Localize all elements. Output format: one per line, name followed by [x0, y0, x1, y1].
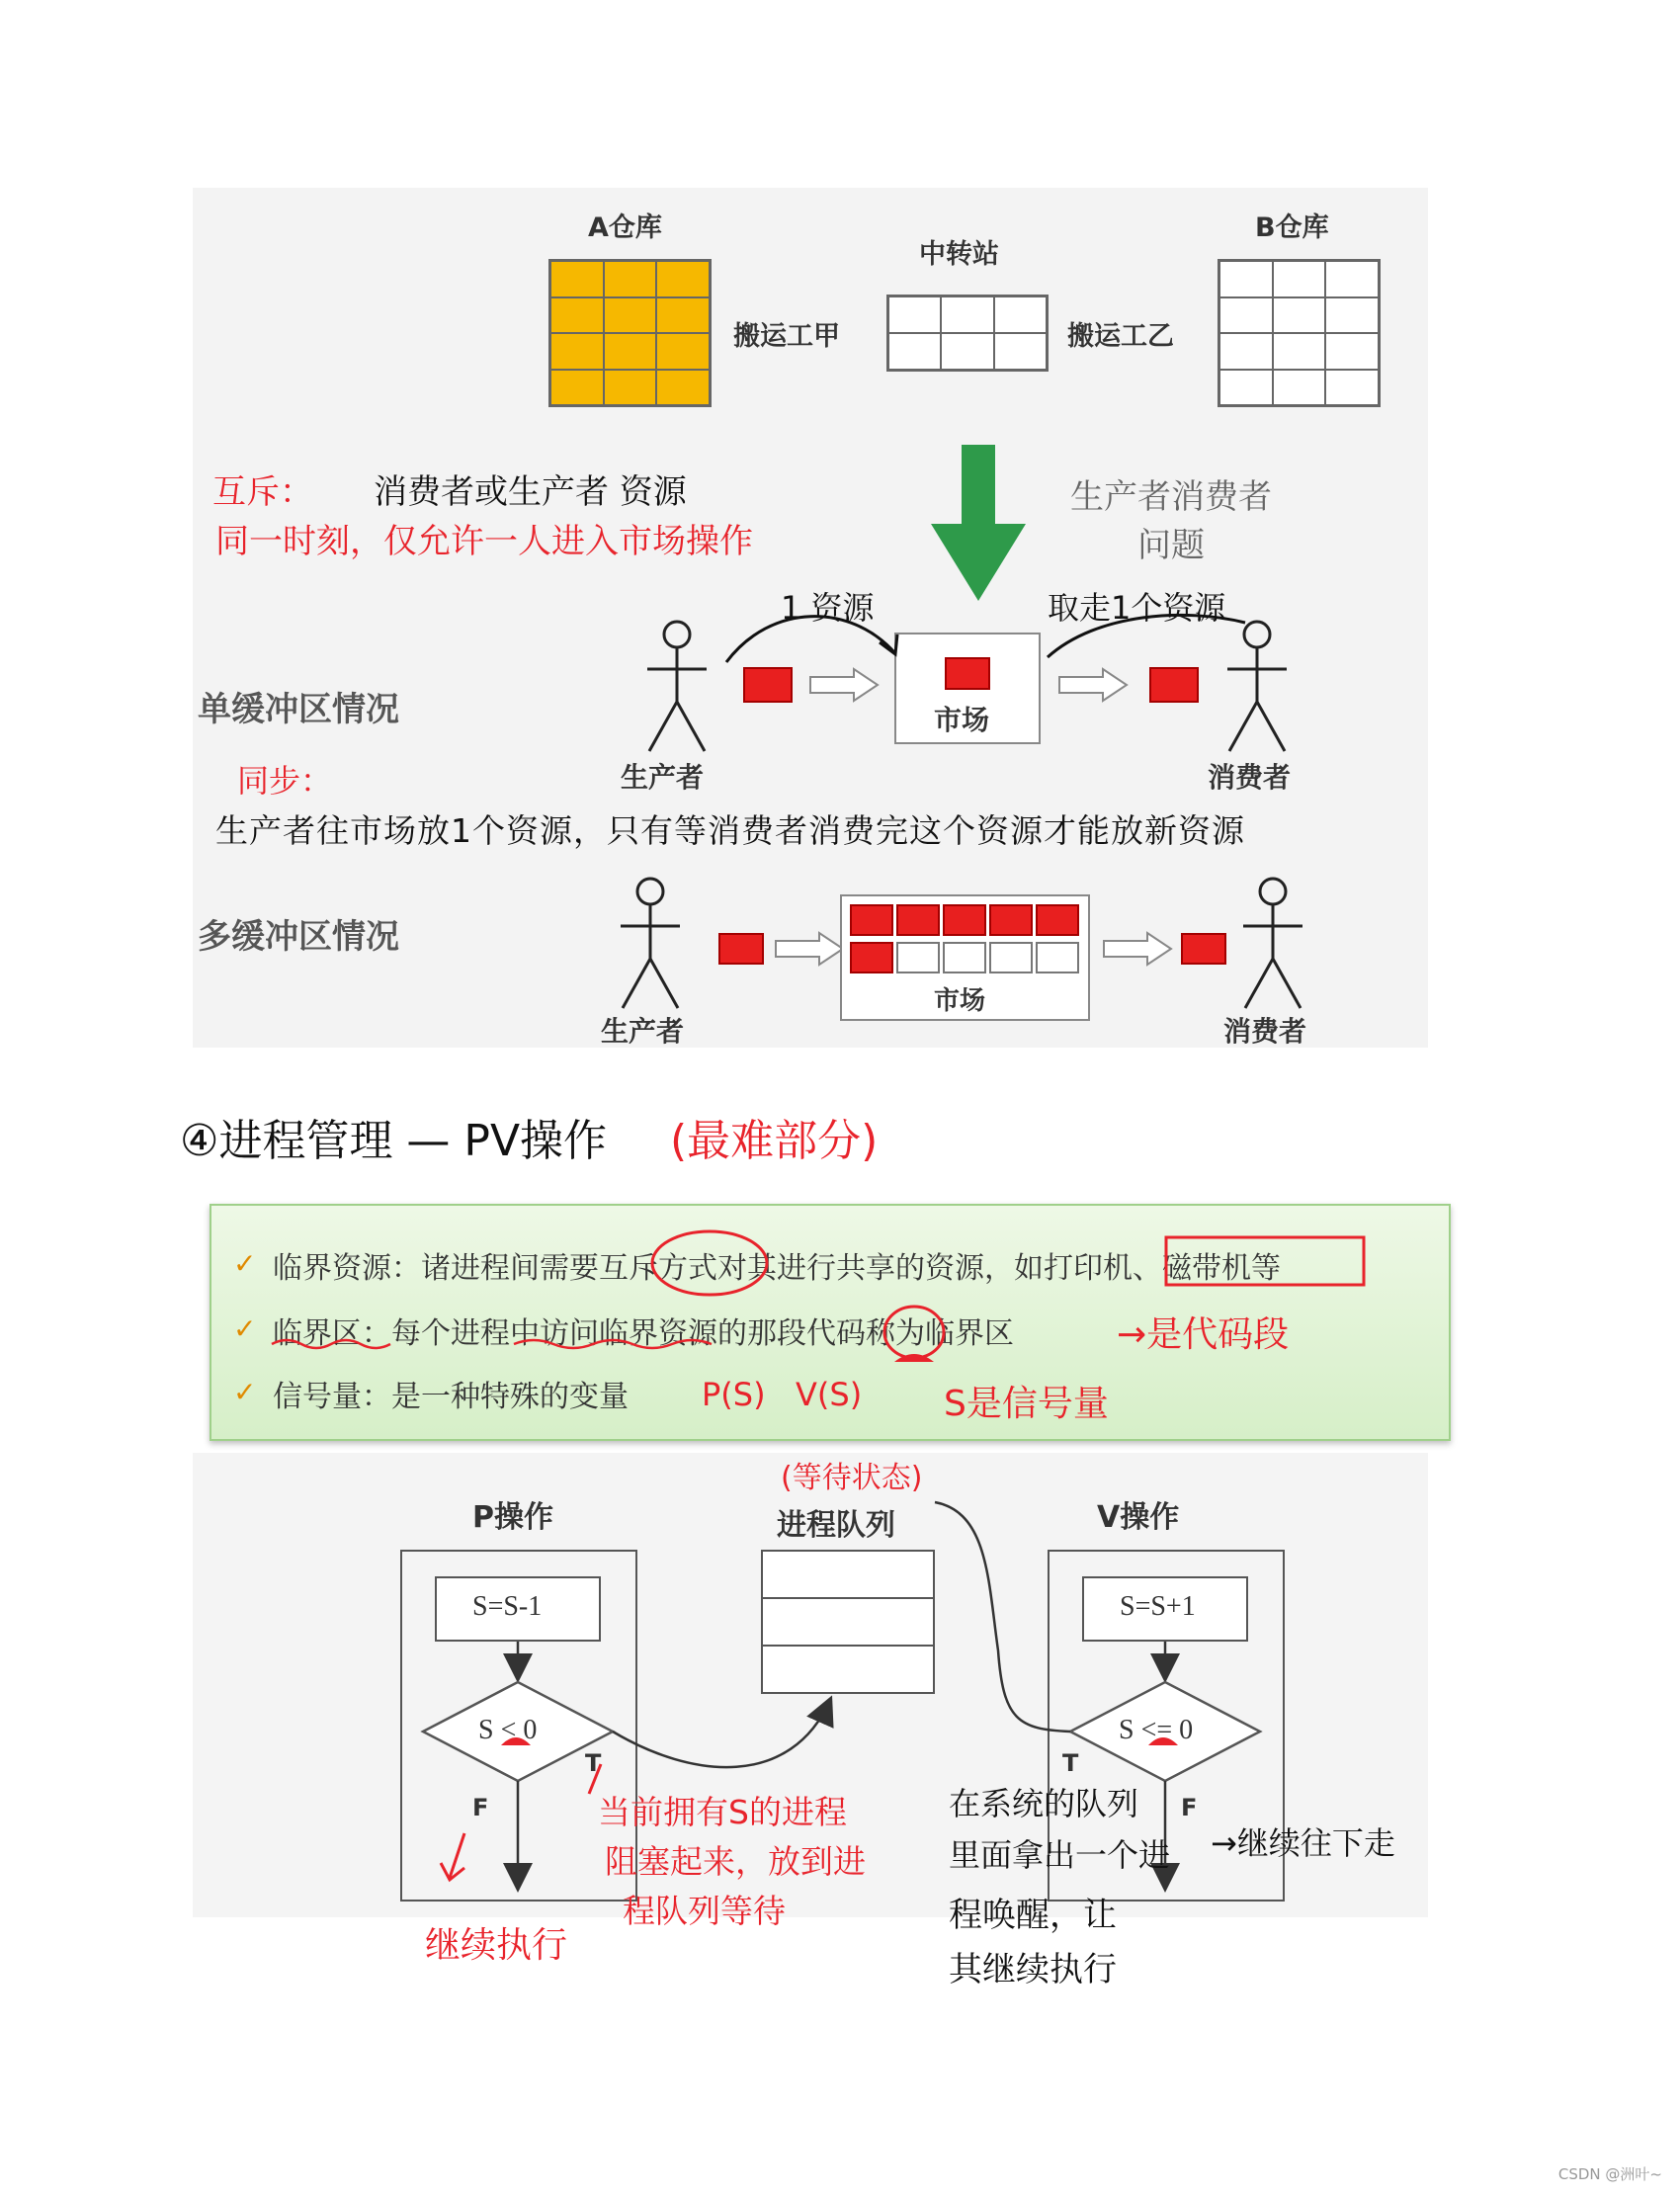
- note-v-true-2: 里面拿出一个进: [949, 1836, 1171, 1874]
- critical-section-line: 临界区：每个进程中访问临界资源的那段代码称为临界区: [273, 1316, 1014, 1351]
- v-true-label: T: [1062, 1749, 1079, 1777]
- filled-slot: [943, 904, 986, 936]
- filled-slot: [850, 904, 893, 936]
- consumed-item: [1181, 933, 1226, 965]
- filled-slot: [989, 904, 1033, 936]
- a-warehouse-grid: [548, 259, 712, 407]
- down-arrow-icon: [929, 445, 1028, 603]
- queue-note: (等待状态): [781, 1461, 923, 1495]
- note-v-true-1: 在系统的队列: [949, 1785, 1139, 1822]
- note-mutex-subject: 消费者或生产者 资源: [374, 472, 687, 512]
- handwritten-marks: [0, 1216, 1680, 1413]
- note-code-segment: →是代码段: [1117, 1314, 1290, 1355]
- empty-slot: [943, 942, 986, 973]
- empty-slot: [896, 942, 940, 973]
- consumer-figure-icon: [1233, 875, 1312, 1013]
- transfer-station-grid: [886, 295, 1049, 372]
- porter-b-label: 搬运工乙: [1067, 321, 1174, 352]
- note-v-true-4: 其继续执行: [949, 1950, 1117, 1989]
- multi-producer-label: 生产者: [601, 1015, 685, 1048]
- section-heading: ④进程管理 — PV操作: [180, 1116, 608, 1166]
- v-false-label: F: [1181, 1794, 1198, 1821]
- queue-title: 进程队列: [777, 1508, 895, 1543]
- multi-market-label: 市场: [934, 986, 986, 1016]
- single-producer-label: 生产者: [621, 761, 705, 794]
- note-p-true-2: 阻塞起来，放到进: [605, 1842, 866, 1881]
- arrow-right-icon: [774, 930, 845, 968]
- filled-slot: [1036, 904, 1079, 936]
- note-v-false: →继续往下走: [1211, 1824, 1395, 1862]
- section-heading-note: (最难部分): [670, 1116, 879, 1166]
- empty-slot: [1036, 942, 1079, 973]
- multi-market-slots: [850, 904, 1082, 975]
- a-warehouse-label: A仓库: [588, 212, 662, 243]
- empty-slot: [989, 942, 1033, 973]
- filled-slot: [850, 942, 893, 973]
- porter-a-label: 搬运工甲: [733, 321, 840, 352]
- note-p-true-1: 当前拥有S的进程: [598, 1793, 847, 1831]
- v-cond-text: S <= 0: [1119, 1715, 1194, 1745]
- semaphore-line: 信号量：是一种特殊的变量: [273, 1380, 629, 1414]
- v-step-text: S=S+1: [1120, 1591, 1196, 1622]
- transfer-station-label: 中转站: [919, 239, 999, 270]
- b-warehouse-grid: [1218, 259, 1381, 407]
- note-s-is-semaphore: S是信号量: [944, 1384, 1109, 1424]
- producer-figure-icon: [611, 875, 690, 1013]
- critical-resource-line: 临界资源：诸进程间需要互斥方式对其进行共享的资源，如打印机、磁带机等: [273, 1251, 1281, 1286]
- b-warehouse-label: B仓库: [1255, 212, 1329, 243]
- single-buffer-title: 单缓冲区情况: [198, 690, 399, 729]
- p-false-label: F: [472, 1794, 489, 1821]
- note-p-true-3: 程队列等待: [623, 1892, 786, 1930]
- note-p-false: 继续执行: [425, 1925, 568, 1966]
- note-sync-rule: 生产者往市场放1个资源，只有等消费者消费完这个资源才能放新资源: [215, 811, 1245, 850]
- note-ps: P(S): [702, 1376, 766, 1413]
- v-operation-title: V操作: [1097, 1500, 1180, 1535]
- p-cond-text: S < 0: [478, 1715, 538, 1745]
- note-put-one: 1 资源: [781, 589, 875, 627]
- produced-item: [718, 933, 764, 965]
- watermark: CSDN @洲叶~: [1557, 2165, 1662, 2183]
- note-mutex-rule: 同一时刻，仅允许一人进入市场操作: [215, 522, 753, 561]
- note-v-true-3: 程唤醒，让: [949, 1896, 1117, 1935]
- arrow-right-icon: [1102, 930, 1173, 968]
- multi-buffer-title: 多缓冲区情况: [198, 917, 399, 957]
- check-icon: ✓: [233, 1247, 257, 1280]
- single-consumer-label: 消费者: [1208, 761, 1292, 794]
- note-sync-label: 同步：: [237, 762, 333, 800]
- check-icon: ✓: [233, 1376, 257, 1408]
- p-step-text: S=S-1: [472, 1591, 543, 1622]
- note-vs: V(S): [796, 1376, 863, 1413]
- multi-consumer-label: 消费者: [1223, 1015, 1307, 1048]
- producer-figure-icon: [637, 618, 716, 756]
- p-operation-title: P操作: [472, 1500, 553, 1535]
- filled-slot: [896, 904, 940, 936]
- p-true-label: T: [585, 1749, 602, 1777]
- pc-problem-title: 生产者消费者 问题: [1070, 477, 1272, 565]
- check-icon: ✓: [233, 1312, 257, 1345]
- note-mutex-label: 互斥：: [212, 472, 313, 512]
- single-market-label: 市场: [934, 704, 990, 736]
- note-take-one: 取走1个资源: [1048, 589, 1226, 627]
